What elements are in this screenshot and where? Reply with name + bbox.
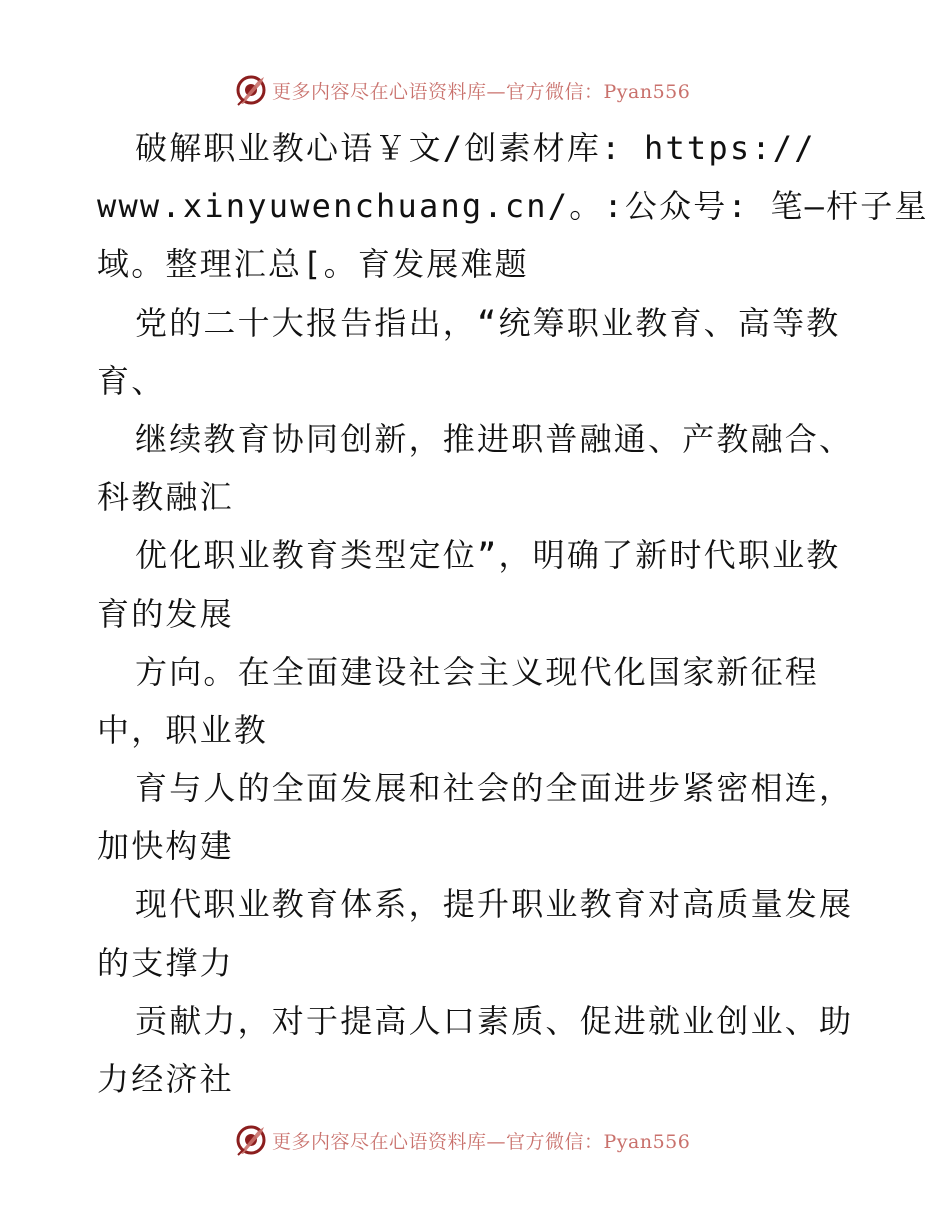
body-line: www.xinyuwenchuang.cn/。:公众号: 笔—杆子星 [97, 187, 929, 226]
body-line: 贡献力，对于提高人口素质、促进就业创业、助 [135, 1001, 854, 1040]
body-line: 育、 [97, 361, 166, 400]
body-line: 育与人的全面发展和社会的全面进步紧密相连， [135, 769, 854, 808]
pen-nib-logo-icon [234, 1123, 268, 1157]
body-line: 方向。在全面建设社会主义现代化国家新征程 [135, 652, 820, 691]
body-line: 优化职业教育类型定位”，明确了新时代职业教 [135, 536, 841, 575]
body-line: 的支撑力 [97, 943, 234, 982]
pen-nib-logo-icon [234, 73, 268, 107]
header-banner [234, 70, 714, 110]
footer-banner [234, 1120, 714, 1160]
footer-banner-text: 更多内容尽在心语资料库—官方微信：Pyan556 [272, 1130, 691, 1153]
body-line: 破解职业教心语￥文/创素材库: https:// [135, 129, 816, 167]
body-line: 中，职业教 [97, 710, 269, 749]
body-line: 继续教育协同创新，推进职普融通、产教融合、 [135, 419, 854, 458]
body-line: 党的二十大报告指出，“统筹职业教育、高等教 [135, 303, 841, 342]
header-banner-text: 更多内容尽在心语资料库—官方微信：Pyan556 [272, 80, 691, 103]
body-text [97, 119, 929, 1108]
body-line: 科教融汇 [97, 478, 234, 517]
body-line: 域。整理汇总[。育发展难题 [97, 245, 529, 284]
body-line: 加快构建 [97, 827, 234, 866]
body-line: 力经济社 [97, 1060, 234, 1098]
body-line: 育的发展 [97, 594, 234, 633]
body-line: 现代职业教育体系，提升职业教育对高质量发展 [135, 885, 854, 924]
